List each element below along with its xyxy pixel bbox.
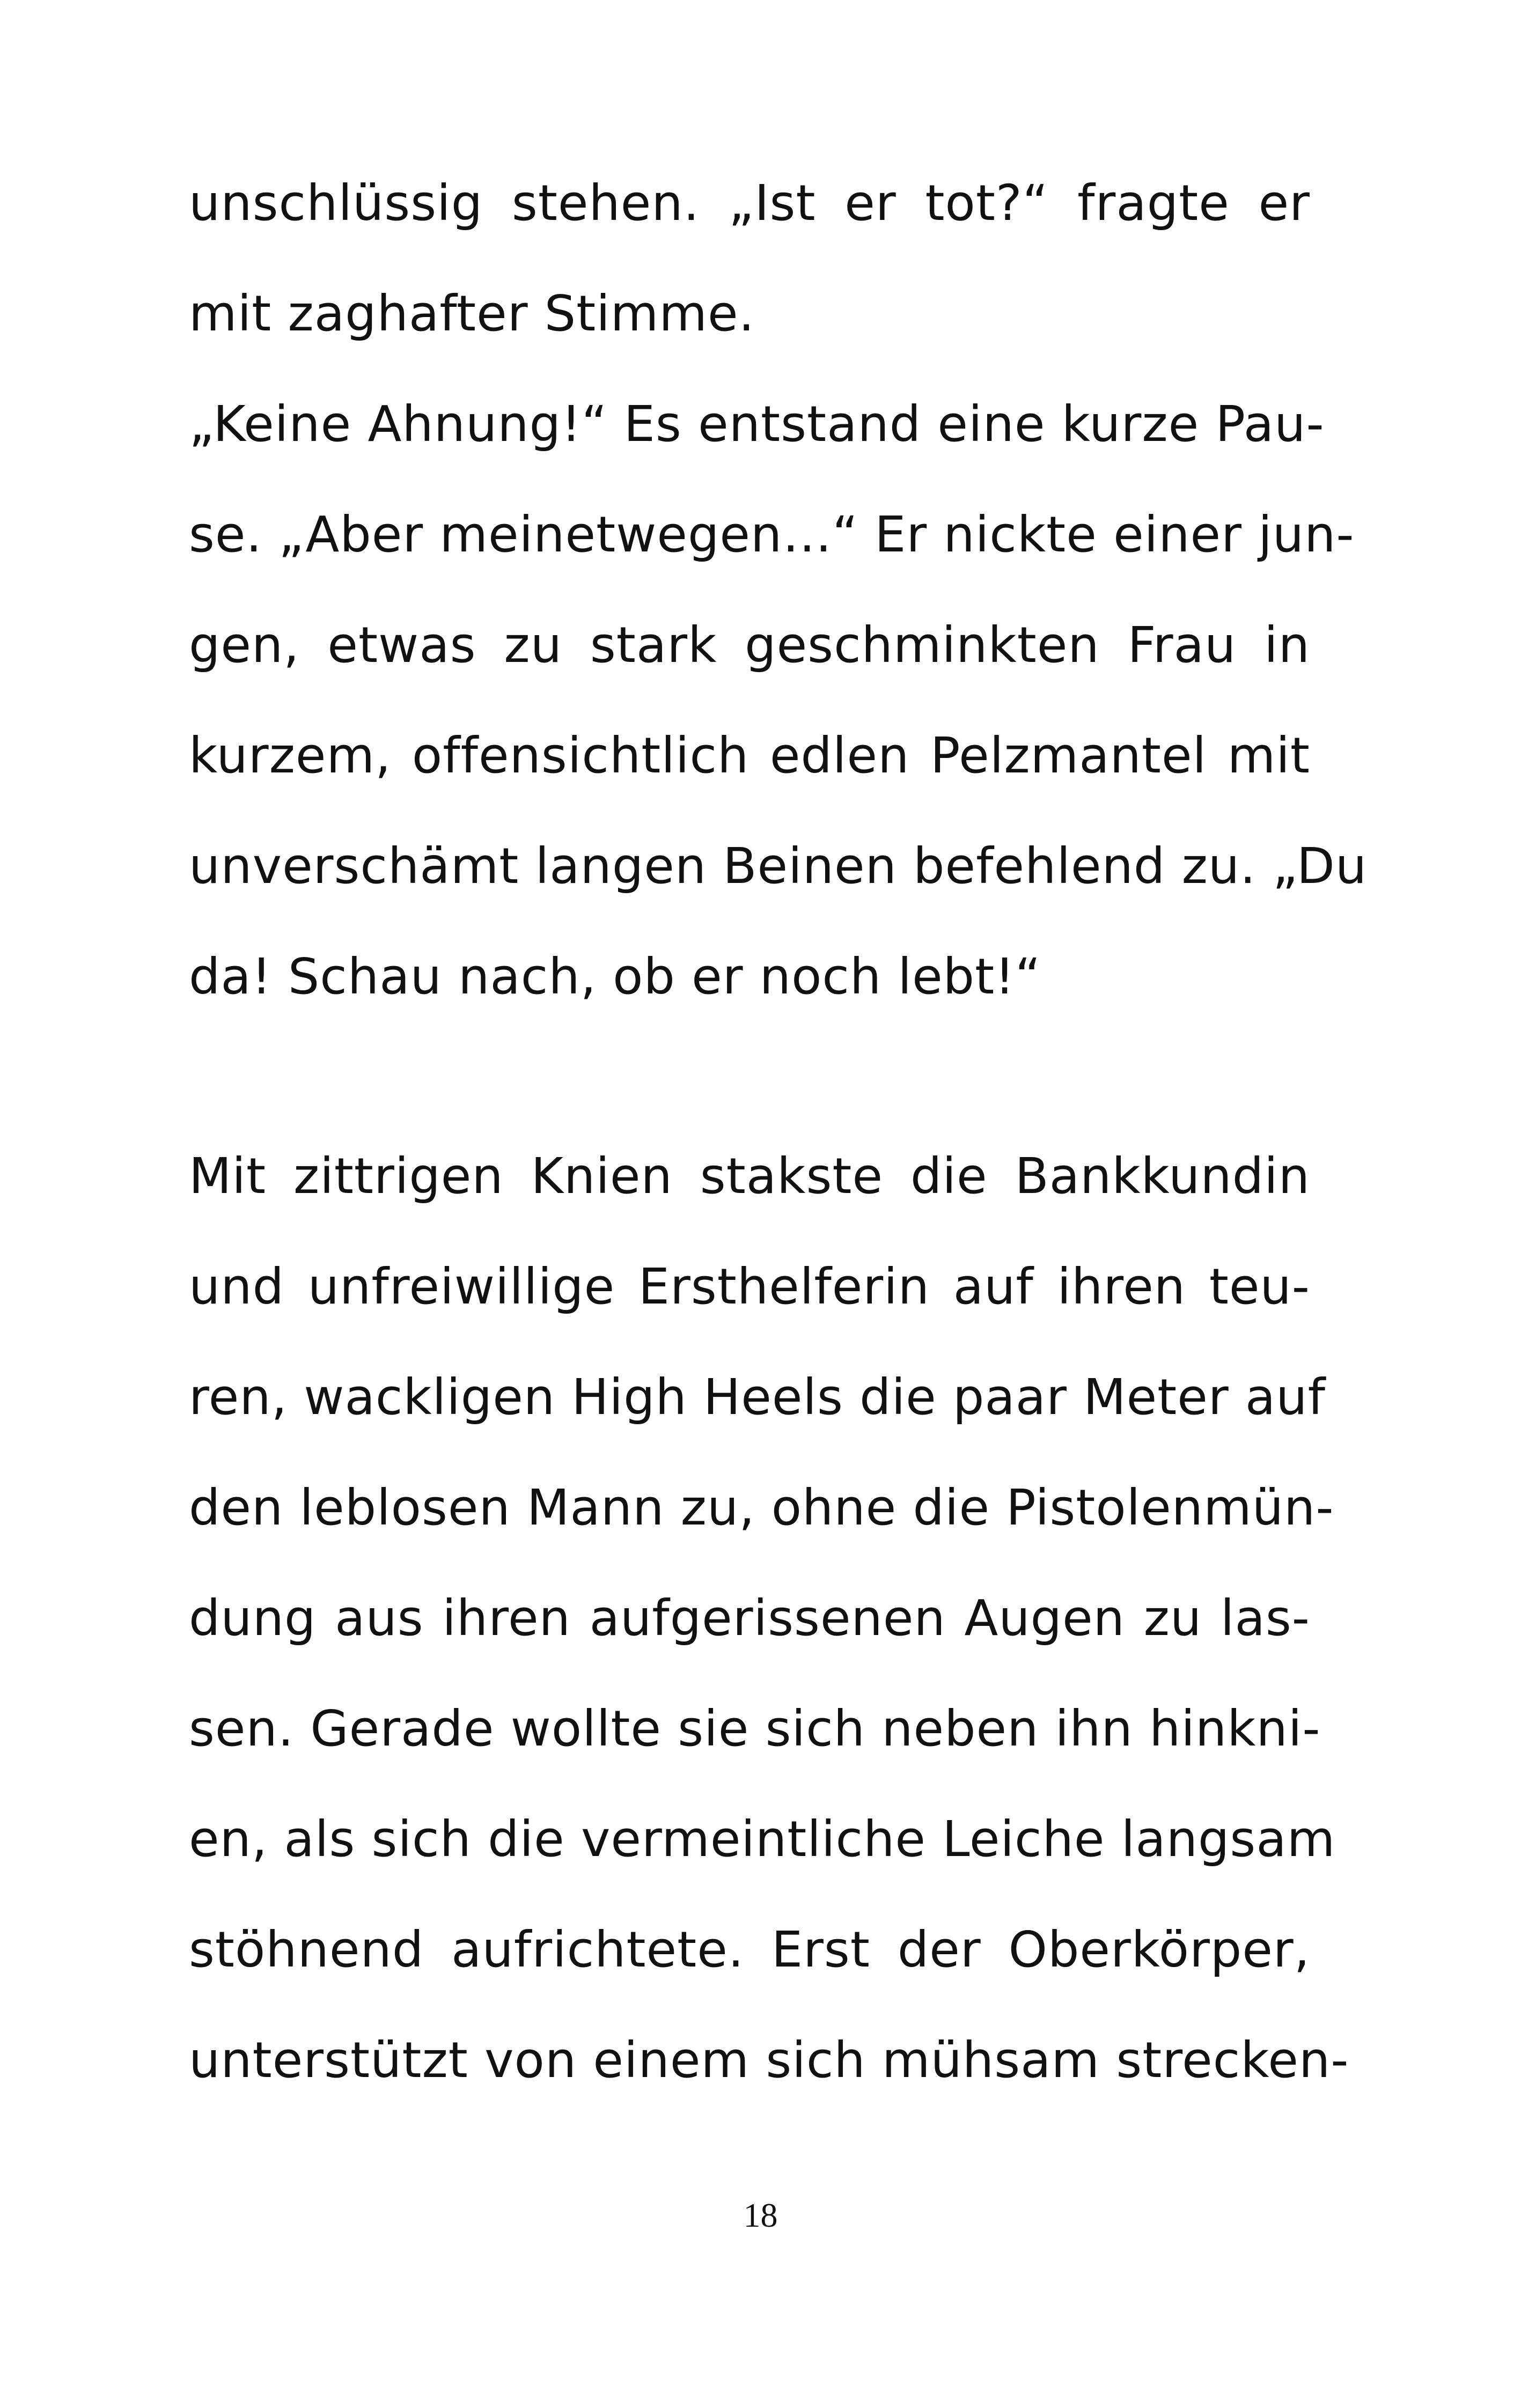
paragraph-2: [189, 1121, 1349, 2116]
text-line: stöhnend aufrichtete. Erst der Oberkörper,: [189, 1921, 1310, 1978]
text-line: unverschämt langen Beinen befehlend zu. „Du: [189, 837, 1368, 895]
text-line: gen, etwas zu stark geschminkten Frau in: [189, 616, 1310, 674]
paragraph-1: [189, 148, 1368, 1032]
text-line: mit zaghafter Stimme.: [189, 285, 755, 342]
text-line: en, als sich die vermeintliche Leiche langsam: [189, 1810, 1336, 1868]
text-line: den leblosen Mann zu, ohne die Pistolenmün-: [189, 1479, 1334, 1536]
text-line: dung aus ihren aufgerissenen Augen zu las-: [189, 1589, 1310, 1647]
page-number: 18: [743, 2196, 778, 2234]
text-line: unterstützt von einem sich mühsam strecken-: [189, 2031, 1349, 2089]
text-line: kurzem, offensichtlich edlen Pelzmantel mit: [189, 727, 1310, 784]
text-line: da! Schau nach, ob er noch lebt!“: [189, 948, 1041, 1005]
text-line: se. „Aber meinetwegen…“ Er nickte einer jun-: [189, 506, 1355, 563]
text-line: unschlüssig stehen. „Ist er tot?“ fragte er: [189, 174, 1310, 232]
text-line: sen. Gerade wollte sie sich neben ihn hinkni-: [189, 1700, 1321, 1757]
text-line: Mit zittrigen Knien stakste die Bankkundin: [189, 1147, 1310, 1205]
text-line: ren, wackligen High Heels die paar Meter auf: [189, 1368, 1326, 1426]
text-line: „Keine Ahnung!“ Es entstand eine kurze Pau-: [189, 395, 1325, 453]
text-line: und unfreiwillige Ersthelferin auf ihren teu-: [189, 1258, 1310, 1315]
